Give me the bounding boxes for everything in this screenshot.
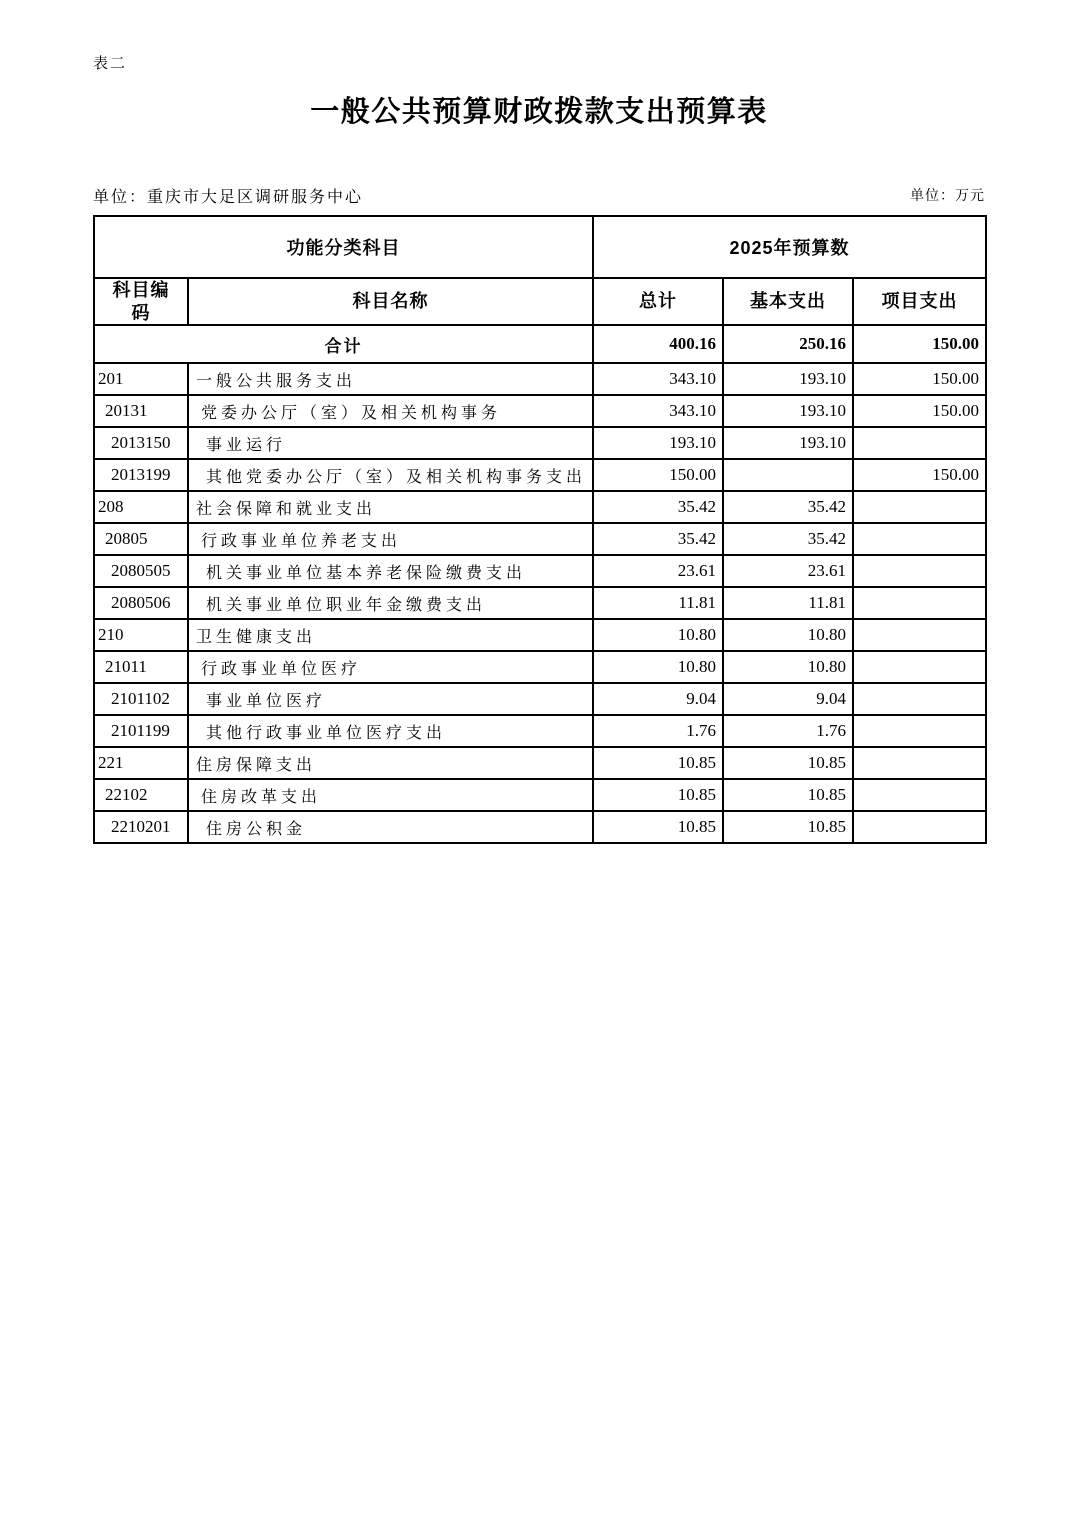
total-cell: 35.42 xyxy=(593,523,723,555)
name-cell: 党委办公厅（室）及相关机构事务 xyxy=(188,395,593,427)
name-cell: 一般公共服务支出 xyxy=(188,363,593,395)
total-cell: 10.85 xyxy=(593,747,723,779)
basic-cell: 193.10 xyxy=(723,427,853,459)
name-cell: 住房保障支出 xyxy=(188,747,593,779)
basic-cell: 10.80 xyxy=(723,619,853,651)
project-cell xyxy=(853,779,986,811)
table-row xyxy=(94,619,986,651)
page-title: 一般公共预算财政拨款支出预算表 xyxy=(310,96,768,128)
project-cell xyxy=(853,491,986,523)
basic-cell: 193.10 xyxy=(723,395,853,427)
project-cell xyxy=(853,683,986,715)
table-row xyxy=(94,395,986,427)
total-cell: 10.80 xyxy=(593,651,723,683)
header-basic-expenditure: 基本支出 xyxy=(723,278,853,325)
table-row xyxy=(94,459,986,491)
project-cell xyxy=(853,555,986,587)
code-cell: 2101102 xyxy=(94,683,188,715)
table-row xyxy=(94,779,986,811)
name-cell: 住房公积金 xyxy=(188,811,593,843)
budget-table xyxy=(93,215,987,844)
unit-row xyxy=(93,184,985,207)
name-cell: 卫生健康支出 xyxy=(188,619,593,651)
basic-cell: 23.61 xyxy=(723,555,853,587)
basic-cell: 35.42 xyxy=(723,523,853,555)
basic-cell: 10.85 xyxy=(723,747,853,779)
total-cell: 1.76 xyxy=(593,715,723,747)
grand-total-label: 合计 xyxy=(94,325,593,363)
name-cell: 事业单位医疗 xyxy=(188,683,593,715)
total-cell: 343.10 xyxy=(593,363,723,395)
table-row xyxy=(94,683,986,715)
basic-cell: 9.04 xyxy=(723,683,853,715)
grand-total-total-cell: 400.16 xyxy=(593,325,723,363)
name-cell: 机关事业单位基本养老保险缴费支出 xyxy=(188,555,593,587)
name-cell: 行政事业单位养老支出 xyxy=(188,523,593,555)
total-cell: 9.04 xyxy=(593,683,723,715)
basic-cell: 193.10 xyxy=(723,363,853,395)
name-cell: 行政事业单位医疗 xyxy=(188,651,593,683)
name-cell: 社会保障和就业支出 xyxy=(188,491,593,523)
basic-cell xyxy=(723,459,853,491)
code-cell: 2080506 xyxy=(94,587,188,619)
total-cell: 23.61 xyxy=(593,555,723,587)
header-subject-name: 科目名称 xyxy=(188,278,593,325)
project-cell xyxy=(853,747,986,779)
project-cell xyxy=(853,427,986,459)
project-cell: 150.00 xyxy=(853,395,986,427)
basic-cell: 10.85 xyxy=(723,811,853,843)
table-row xyxy=(94,747,986,779)
project-cell: 150.00 xyxy=(853,459,986,491)
code-cell: 2101199 xyxy=(94,715,188,747)
department-name: 单位：重庆市大足区调研服务中心 xyxy=(93,189,364,206)
table-row xyxy=(94,523,986,555)
basic-cell: 10.85 xyxy=(723,779,853,811)
name-cell: 住房改革支出 xyxy=(188,779,593,811)
header-subject-code: 科目编码 xyxy=(94,278,188,325)
table-row xyxy=(94,715,986,747)
table-row xyxy=(94,555,986,587)
project-cell xyxy=(853,523,986,555)
total-cell: 11.81 xyxy=(593,587,723,619)
code-cell: 22102 xyxy=(94,779,188,811)
name-cell: 其他党委办公厅（室）及相关机构事务支出 xyxy=(188,459,593,491)
header-functional-classification: 功能分类科目 xyxy=(94,216,593,278)
project-cell xyxy=(853,619,986,651)
total-cell: 35.42 xyxy=(593,491,723,523)
total-cell: 193.10 xyxy=(593,427,723,459)
table-number-tag: 表二 xyxy=(93,56,128,72)
table-row xyxy=(94,491,986,523)
code-cell: 2080505 xyxy=(94,555,188,587)
currency-unit: 单位：万元 xyxy=(910,189,985,204)
grand-total-project-cell: 150.00 xyxy=(853,325,986,363)
code-cell: 2013150 xyxy=(94,427,188,459)
project-cell xyxy=(853,811,986,843)
table-row xyxy=(94,587,986,619)
project-cell xyxy=(853,651,986,683)
code-cell: 221 xyxy=(94,747,188,779)
header-budget-2025: 2025年预算数 xyxy=(593,216,986,278)
basic-cell: 1.76 xyxy=(723,715,853,747)
header-group-row xyxy=(94,216,986,278)
code-cell: 20805 xyxy=(94,523,188,555)
code-cell: 210 xyxy=(94,619,188,651)
total-cell: 10.80 xyxy=(593,619,723,651)
code-cell: 2013199 xyxy=(94,459,188,491)
code-cell: 20131 xyxy=(94,395,188,427)
name-cell: 其他行政事业单位医疗支出 xyxy=(188,715,593,747)
table-row xyxy=(94,811,986,843)
header-total: 总计 xyxy=(593,278,723,325)
basic-cell: 10.80 xyxy=(723,651,853,683)
table-row xyxy=(94,651,986,683)
name-cell: 事业运行 xyxy=(188,427,593,459)
code-cell: 201 xyxy=(94,363,188,395)
table-row xyxy=(94,427,986,459)
total-cell: 343.10 xyxy=(593,395,723,427)
project-cell xyxy=(853,587,986,619)
code-cell: 21011 xyxy=(94,651,188,683)
project-cell xyxy=(853,715,986,747)
project-cell: 150.00 xyxy=(853,363,986,395)
total-cell: 150.00 xyxy=(593,459,723,491)
total-cell: 10.85 xyxy=(593,779,723,811)
total-cell: 10.85 xyxy=(593,811,723,843)
code-cell: 208 xyxy=(94,491,188,523)
header-project-expenditure: 项目支出 xyxy=(853,278,986,325)
basic-cell: 35.42 xyxy=(723,491,853,523)
name-cell: 机关事业单位职业年金缴费支出 xyxy=(188,587,593,619)
table-row xyxy=(94,363,986,395)
basic-cell: 11.81 xyxy=(723,587,853,619)
code-cell: 2210201 xyxy=(94,811,188,843)
header-columns-row xyxy=(94,278,986,325)
grand-total-row xyxy=(94,325,986,363)
grand-total-basic-cell: 250.16 xyxy=(723,325,853,363)
